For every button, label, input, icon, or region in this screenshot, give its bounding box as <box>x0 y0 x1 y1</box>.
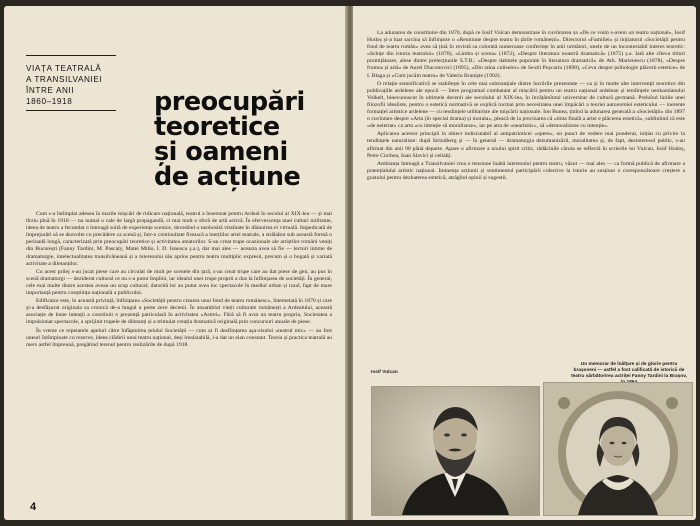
body-paragraph: La adunarea de constituire din 1870, după ce Iosif Vulcan demonstrase în cuvîntarea sa «De ce voim s-avem un teatru național», Iosif Hodoș și-a luat sarcina să înființeze o «Reuniune despre teatru în țările românești». Directorul «Familiei» și inițiatorul «Societății pentru fond de teatru român» avea să țină în revistă sa colorată numeroase conferințe în anii următori, unele de un incontestabil interes teoretic: «Schițe din istoria teatrului» (1870), «Limba și scena» (1872), «Despre literatura noastră dramatică» (1875) ș.a. Iată alte cîteva titluri promițătoare, alese dintre prelecțiunile S.T.R.: «Despre datinele poporale în literatura dramatică» de Ath. Marienescu (1878), «Despre frumos și artă» de Aurel Diaconovici (1895), «Din taina culiselor» de Sextil Pușcariu (1898), «Ceva despre psihologie plăcerii estetice» de I. Blaga și «Cum jucăm teatru» de Valeriu Branişte (1902). <box>367 30 685 79</box>
series-title-line: VIAȚA TEATRALĂ <box>26 64 102 73</box>
body-paragraph: Cum s-a întîmplat adesea în marile mișcări de ridicare națională, teatrul a însemnat pentru Ardeal în secolul al XIX-lea — și mai tîrziu pînă în 1918 — nu numai o cale de largă propagandă, ci mai mult o sferă de artă activă. În efervescența unei culturi militante, ideea de teatru a fecundat o întreagă suită de experiențe scenice, dovedind o neobosită vitalitate în dăinuirea ei virtuală. Impedicată de împrejurări să se dezvolte cu precădere ca scenă și, într-o continuitate firească a inerțiilor artei teatrale, a străbătut sub această formă o perioadă lungă, caracterizată prin preocupări teoretice și activitatea amatorilor. S-au creat trupe ocazionale ale artiștilor români veniți din București (Fanny Tardini, M. Pascaly, Matei Millo, I. D. Ionescu ș.a.), dar mai ales — aceasta avea să fie — lecturi intime de dramaturgie, intelectualitatea transilvăneană și a interesului său aprins pentru teatru multiplic expresii, precum și o bogată și variată activitate a diletanților. <box>26 211 332 267</box>
body-paragraph: În vreme ce repetatele apeluri către înfăptuirea țelului Societății — cum ar fi desființarea aşa-zisului «teatrul mic» — au fost uneori întîmpinate cu rezerve, ideea clădirii unui teatru național, deși irealizabilă, i-a dat un elan constant. Teoria și practica teatrală au mers astfel împreună, pregătind terenul pentru realizările de după 1918. <box>26 327 332 348</box>
body-paragraph: O relație semnificativă se stabilește în cele mai substanțiale dintre lucrările prezentate — ca și în multe alte intervenții teoretice din publicațiile ardelene ale epocii — între programul combatant al mișcării pentru un teatru național ardelean și tendințele neokantianului Volkelt, binecunoscut în ultimele decenii ale secolului al XIX-lea, în învățămîntul universitar de cultură germană. Preluînd liniile unei filozofii idealiste, pentru o estetică normativă se explică tocmai prin necesitatea unei împăcări a teoriei autonomiei esteticului — inerente formației artistice ardelene — cu tendințele utilitariste ale mișcării naționale. Ion Bunea, ținînd la adunarea generală a «Societății» din 1897 o cuvîntare despre «Arta (în special drama) și morala», pleacă de la precizarea că «tinta finală a artei e plăcerea estetică», subliniind că este «de neiertat» ca arta «cu intenție să moralizeze», iar pe arta de «neartistic», să «demoralizeze cu intenție». <box>367 80 685 130</box>
right-page <box>353 6 696 520</box>
tardini-medallion <box>543 382 693 516</box>
photo-caption-vulcan: Iosif Vulcan <box>371 370 398 375</box>
series-title-line: ÎNTRE ANII <box>26 86 75 95</box>
body-paragraph: Edificator este, în această privință, înființarea «Societății pentru crearea unui fond de teatru românesc», întemeiată în 1870 și care și-a desfășurat originala sa cronică de-a lungul a peste zece decenii. În ansamblul vieții culturale românești a Ardealului, această asociație de bune intenții a constituit o prezență particulară în activitatea «Astrei». Fără să fi avut un teatru propriu, Societatea a impulsionat spectacole, a sprijinit trupele de diletanți și a stimulat creația dramatică originală prin concursuri anuale de piese. <box>26 298 332 326</box>
body-paragraph: Ambianța întreagă a Transilvaniei crea o tensiune înaltă interesului pentru teatru, văzut — mai ales — ca formă publică de afirmare a potențialului artistic național. Iminența acțiunii și sentimentul participării colective la istorie au susținut o corespunzătoare creștere a gustului pentru dezbaterea estetică, atrăgînd opinii și sugestii. <box>367 160 685 181</box>
headline-line: preocupări <box>154 87 305 117</box>
headline-line: de acțiune <box>154 162 301 192</box>
series-title-line: A TRANSILVANIEI <box>26 75 103 84</box>
left-page <box>4 6 347 520</box>
headline-line: teoretice <box>154 112 280 142</box>
bottom-rule <box>26 110 116 111</box>
series-years: 1860–1918 <box>26 97 73 106</box>
photo-caption-tardini: Un memorar de înălțare și de glorie pentru brașoveni — astfel a fost calificată de istoricii de teatru sărbătorirea actriței Fanny Tardini la Brașov, <box>571 362 687 379</box>
series-title <box>26 63 126 107</box>
left-body-text <box>26 211 332 496</box>
article-headline <box>154 87 344 192</box>
headline-line: și oameni <box>154 137 288 167</box>
body-paragraph: Cu acest prilej s-au jucat piese care au circulat de mult pe scenele din țară, s-au creat trupe care au dat piese de gen, au pus în scenă dramaturgi — deziderat cultural ce nu s-a putut împlini, iar idealul unei trupe proprii a dus la înființarea de societăți. În general, cele mai multe dintre acestea aveau un scop cultural; datorită lor au putut avea loc spectacole în mediul urban și rural, fapt de mare importanță pentru conștiința națională a publicului. <box>26 268 332 297</box>
body-paragraph: Aplicarea acestor principii la obiect indiscutabil al antipatrioticei «opere», un punct de vedere mai ponderat, inițiat cu privire la tendințele naturaliste: după Strindberg și — în general — dramaturgia dezumanizării, moralitatea și, de fapt, dezinteresul public, s-au afirmat din anii 90 până departe. Apare o afirmare a noului spirit critic, rădăcinile căruia se reflectă în scrierile lui Vulcan, Iosif Hodoș, Petre Ciorbea, Ioan Slavici și ceilalți. <box>367 131 685 159</box>
vulcan-portrait <box>371 386 540 516</box>
right-body-text <box>367 30 685 370</box>
page-number: 4 <box>30 501 37 513</box>
tardini-medallion-drawing <box>544 383 692 515</box>
vulcan-portrait-drawing <box>372 387 539 515</box>
top-rule <box>26 55 116 56</box>
